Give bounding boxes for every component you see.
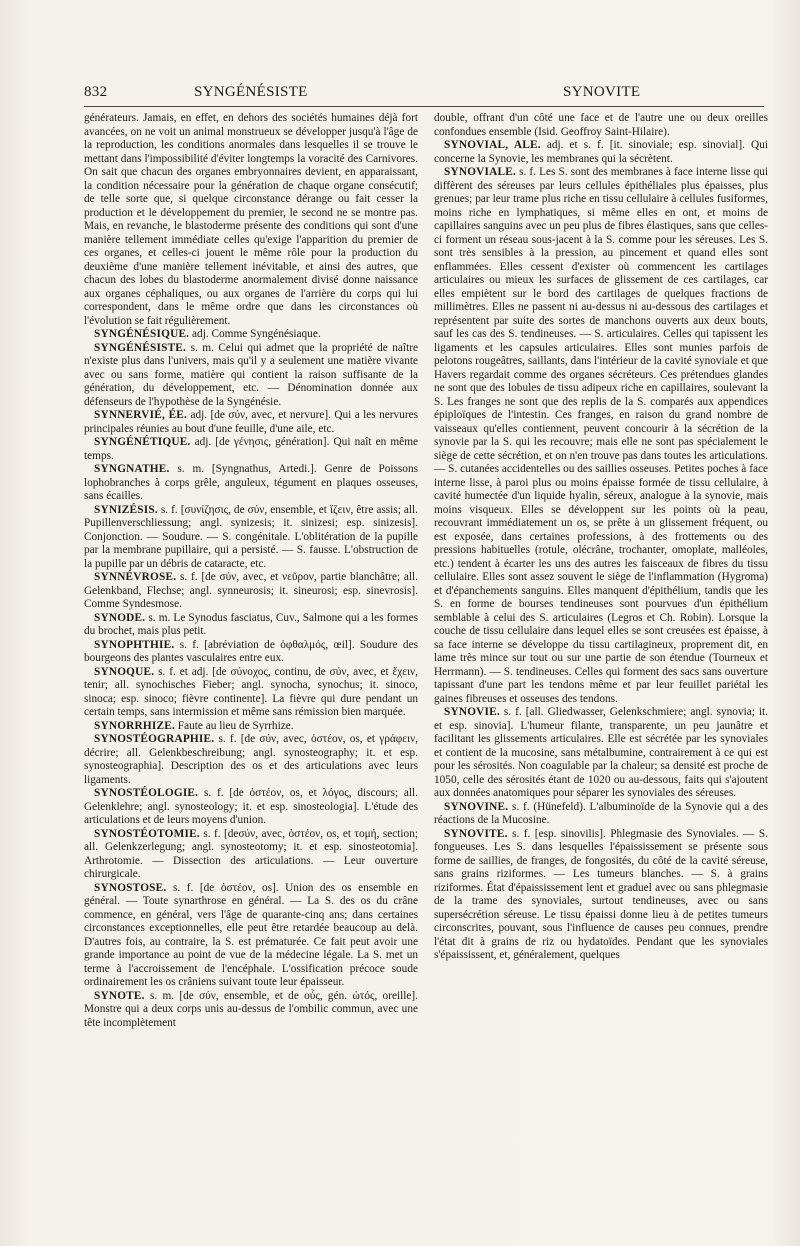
page-header <box>76 84 766 104</box>
dictionary-entry <box>84 409 418 436</box>
dictionary-entry <box>434 801 768 828</box>
page-number: 832 <box>84 84 108 100</box>
entry-text: s. f. [deσύν, avec, ὀστέον, os, et τομή, section; all. Gelenkzerlegung; angl. synosteotomy; it. et esp. sinosteotomia]. Arthrotomie. — Dissection des articulations. — Leur ouverture chirurgicale. <box>84 827 418 880</box>
entry-text: double, offrant d'un côté une face et de l'autre une ou deux oreilles confondues ensemble (Isid. Geoffroy Saint-Hilaire). <box>434 112 768 138</box>
entry-headword: SYNNÉVROSE. <box>94 571 177 583</box>
entry-text: s. f. [de ὀστέον, os]. Union des os ensemble en général. — Toute synarthrose en général. — La S. des os du crâne commence, en général, vers l'âge de quarante-cinq ans; dans certaines circonstances exceptionnelles, elle peut être retardée beaucoup au delà. D'autres fois, au contraire, la S. est prématurée. Ce fait peut avoir une grande importance au point de vue de la médecine légale. La S. met un terme à l'accroissement de l'encéphale. L'ossification précoce soude ordinairement les os crâniens suivant toute leur épaisseur. <box>84 881 418 988</box>
entry-headword: SYNOTE. <box>94 989 145 1002</box>
entry-text: s. f. [de σύν, avec, ὀστέον, os, et γράφειν, décrire; all. Gelenkbeschreibung; angl. synosteography; it. et esp. synosteographia]. Description des os et des articulations avec leurs ligaments. <box>84 733 418 786</box>
dictionary-entry <box>84 639 418 666</box>
entry-text: Faute au lieu de Syrrhize. <box>174 719 294 732</box>
entry-headword: SYNORRHIZE. <box>94 719 175 732</box>
dictionary-entry <box>84 828 418 882</box>
entry-headword: SYNOSTOSE. <box>94 881 167 894</box>
dictionary-entry <box>434 166 768 706</box>
entry-headword: SYNOVIALE. <box>444 166 516 178</box>
entry-text: s. m. Le Synodus fasciatus, Cuv., Salmone qui a les formes du brochet, mais plus petit. <box>84 611 418 637</box>
dictionary-entry <box>84 463 418 504</box>
right-column <box>434 112 768 963</box>
left-running-head: SYNGÉNÉSISTE <box>194 84 308 100</box>
dictionary-entry <box>84 733 418 787</box>
entry-headword: SYNOVINE. <box>444 800 509 813</box>
entry-text: s. f. [de σύν, avec, et νεῦρον, partie blanchâtre; all. Gelenkband, Flechse; angl. synneurosis; it. sineurosi; esp. sinevrosis]. Comme Syndesmose. <box>84 571 418 610</box>
entry-headword: SYNOQUE. <box>94 665 155 678</box>
entry-headword: SYNOPHTHIE. <box>94 638 175 651</box>
entry-text: adj. Comme Syngénésiaque. <box>189 328 321 340</box>
entry-headword: SYNOVITE. <box>444 827 508 840</box>
entry-text: générateurs. Jamais, en effet, en dehors des sociétés humaines déjà fort avancées, on ne voit un animal monstrueux se développer jusqu'à l'âge de la reproduction, les conditions anormales dans lesquelles il se trouve le mettant dans l'impossibilité d'éviter longtemps la voracité des Carnivores. On sait que chacun des organes embryonnaires devient, en apparaissant, la condition nécessaire pour la génération de chaque organe consécutif; de telle sorte que, si quelque circonstance dérange ou fait cesser la production et le développement du premier, le second ne se montre pas. Mais, en revanche, le blastoderme présente des conditions qui sont d'une manière tellement immédiate celles qu'exige l'apparition du premier de ces organes, et celles-ci jouent le même rôle pour la production du deuxième d'une manière tellement inévitable, et ainsi des autres, que chacun des lobes du blastoderme anormalement divisé donne naissance aux organes céphaliques, ou aux organes de l'arrière du corps qui lui correspondent, dans le même ordre que dans les circonstances où l'évolution se fait régulièrement. <box>84 112 418 327</box>
dictionary-entry <box>84 787 418 828</box>
right-running-head: SYNOVITE <box>563 84 641 100</box>
entry-headword: SYNOVIE. <box>444 706 500 718</box>
dictionary-entry <box>84 328 418 342</box>
dictionary-entry <box>84 436 418 463</box>
entry-headword: SYNGNATHE. <box>94 463 170 475</box>
entry-headword: SYNODE. <box>94 611 146 624</box>
entry-text: adj. [de σύν, avec, et nervure]. Qui a les nervures principales réunies au bout d'une feuille, d'une aile, etc. <box>84 409 418 435</box>
dictionary-entry <box>84 504 418 572</box>
entry-text: s. f. [all. Gliedwasser, Gelenkschmiere; angl. synovia; it. et esp. sinovia]. L'humeur filante, transparente, un peu jaunâtre et facilitant les glissements articulaires. Elle est sécrétée par les synoviales et contient de la mucosine, sans métalbumine, contrairement à ce qui est pour les sérosités. Non coagulable par la chaleur; sa densité est proche de 1050, celle des sérosités étant de 1020 ou au-dessous, faits qui s'ajoutent aux données anatomiques pour séparer les synoviales des séreuses. <box>434 706 768 799</box>
entry-text: s. f. et adj. [de σύνοχος, continu, de σύν, avec, et ἔχειν, tenir; all. synochisches Fieber; angl. synocha, synochus; it. sinoco, sinoca; esp. sinoco; fièvre continente]. La fièvre qui dure pendant un certain temps, sans intermission et même sans rémission bien marquée. <box>84 665 418 718</box>
entry-text: s. m. [de σύν, ensemble, et de οὖς, gén. ὠτός, oreille]. Monstre qui a deux corps unis au-dessus de l'ombilic commun, avec une tête incomplètement <box>84 989 418 1029</box>
entry-headword: SYNOSTÉOGRAPHIE. <box>94 733 215 745</box>
entry-text: s. f. [abréviation de ὀφθαλμός, œil]. Soudure des bourgeons des plantes vasculaires entre eux. <box>84 638 418 664</box>
entry-text: s. f. [συνίζησις, de σύν, ensemble, et ἵζειν, être assis; all. Pupillenverschliessung; angl. synizesis; it. sinizesi; esp. sinizesis]. Conjonction. — Soudure. — S. congénitale. L'oblitération de la pupille par la membrane pupillaire, qui a persisté. — S. fausse. L'obstruction de la pupille par un débris de cataracte, etc. <box>84 503 418 570</box>
dictionary-entry <box>84 612 418 639</box>
entry-text: s. f. [esp. sinovilis]. Phlegmasie des Synoviales. — S. fongueuses. Les S. dans lesquelles l'épaississement se présente sous forme de saillies, de franges, de fongosités, du côté de la cavité séreuse, sans grains riziformes. — Les tumeurs blanches. — S. à grains riziformes. État d'épaississement lent et graduel avec ou sans phlegmasie de la trame des synoviales, surtout tendineuses, avec ou sans supersécrétion séreuse. Le tissu épaissi donne lieu à de petites tumeurs circonscrites, pouvant, sous l'influence de causes peu connues, prendre l'état dit à grains de riz ou hydatoïdes. Pendant que les synoviales s'épaississent, et, généralement, quelques <box>434 827 768 961</box>
entry-text: adj. et s. f. [it. sinoviale; esp. sinovial]. Qui concerne la Synovie, les membranes qui la sécrètent. <box>434 139 768 165</box>
entry-headword: SYNIZÉSIS. <box>94 503 158 516</box>
dictionary-entry <box>84 882 418 990</box>
dictionary-entry <box>84 666 418 720</box>
entry-headword: SYNGÉNÉSIQUE. <box>94 328 190 340</box>
left-column <box>84 112 418 1030</box>
entry-text: s. f. Les S. sont des membranes à face interne lisse qui diffèrent des séreuses par leurs cellules épithéliales plus épaisses, plus grenues; par leur trame plus riche en tissu cellulaire à cellules fusiformes, moins riche en lymphatiques, si même elles en ont, et moins de capillaires sanguins avec un peu plus de fibres élastiques, sans que celles-ci forment un réseau sous-jacent à la S. comme pour les séreuses. Les S. sont très sensibles à la pression, au pincement et quand elles sont enflammées. Elles cessent d'exister où commencent les cartilages articulaires ou mieux les surfaces de glissement de ces cartilages, car elles empiètent sur le bord des cartilages de quelques fractions de millimètres. Elles ne passent ni au-dessus ni au-dessous des cartilages et représentent par suite des sortes de manchons ouverts aux deux bouts, sauf les cas des S. tendineuses. — S. articulaires. Celles qui tapissent les ligaments et les capsules articulaires. Elles sont munies parfois de pelotons rougeâtres, saillants, dans l'intérieur de la cavité synoviale et que Havers regardait comme des organes sécréteurs. Ces prétendues glandes ne sont que des lobules de tissu adipeux riche en capillaires, soulevant la S. Les franges ne sont que des replis de la S. comparés aux appendices épiploïques de l'intestin. Ces franges, en raison du grand nombre de vaisseaux qu'elles contiennent, peuvent concourir à la sécrétion de la synovie par la S. qui les recouvre; mais elle ne sont pas spécialement le siège de cette sécrétion, et on n'en trouve pas dans toutes les articulations. — S. cutanées accidentelles ou des saillies osseuses. Petites poches à face interne lisse, à paroi plus ou moins épaisse formée de tissu cellulaire, à cavité humectée d'un liquide hyalin, séreux, analogue à la synovie, mais moins visqueux. Elles se développent sur les points où la peau, recouvrant immédiatement un os, se prête à un glissement fréquent, ou est exposée, dans certaines professions, à des frottements ou des pressions habituelles (rotule, olécrâne, trochanter, omoplate, malléoles, etc.) tendent à écarter les uns des autres les faisceaux de fibres du tissu cellulaire. Elles sont assez souvent le siège de l'inflammation (Hygroma) et d'épanchements sanguins. Elles manquent d'épithélium, tandis que les S. en forme de bourses tendineuses sont pourvues d'un épithélium semblable à celui des S. articulaires (Legros et Ch. Robin). Lorsque la couche de tissu cellulaire dans lequel elles se sont creusées est épaisse, à sa face interne se développe du tissu cartilagineux, proprement dit, en lame très mince sur tout ou sur une partie de son étendue (Tourneux et Herrmann). — S. tendineuses. Celles qui forment des sacs sans ouverture tapissant d'une part les tendons même et par leur feuillet pariétal les gaines fibreuses et osseuses des tendons. <box>434 166 768 705</box>
entry-headword: SYNOVIAL, ALE. <box>444 139 541 151</box>
entry-headword: SYNGÉNÉTIQUE. <box>94 436 191 448</box>
entry-text: adj. [de γένησις, génération]. Qui naît en même temps. <box>84 436 418 462</box>
dictionary-entry <box>84 112 418 328</box>
dictionary-entry <box>434 828 768 963</box>
entry-headword: SYNOSTÉOTOMIE. <box>94 827 200 840</box>
dictionary-entry <box>84 571 418 612</box>
dictionary-entry <box>84 990 418 1031</box>
entry-text: s. m. Celui qui admet que la propriété de naître n'existe plus dans l'univers, mais qu'il y a seulement une matière vivante avec ou sans forme, matière qui contient la raison suffisante de la génération, du développement, etc. — Dénomination donnée aux défenseurs de l'hypothèse de la Syngénésie. <box>84 341 418 408</box>
entry-headword: SYNNERVIÉ, ÉE. <box>94 409 188 421</box>
dictionary-entry <box>434 139 768 166</box>
dictionary-entry <box>84 342 418 410</box>
header-rule <box>84 106 764 107</box>
dictionary-entry <box>84 720 418 734</box>
dictionary-entry <box>434 112 768 139</box>
entry-text: s. f. (Hünefeld). L'albuminoïde de la Synovie qui a des réactions de la Mucosine. <box>434 800 768 826</box>
entry-headword: SYNOSTÉOLOGIE. <box>94 787 199 799</box>
dictionary-entry <box>434 706 768 801</box>
entry-text: s. f. [de ὀστέον, os, et λόγος, discours; all. Gelenklehre; angl. synosteology; it. et esp. sinosteologia]. L'étude des articulations et de leurs moyens d'union. <box>84 787 418 826</box>
entry-text: s. m. [Syngnathus, Artedi.]. Genre de Poissons lophobranches à corps grêle, anguleux, tégument en plaques osseuses, sans écailles. <box>84 463 418 502</box>
entry-headword: SYNGÉNÉSISTE. <box>94 341 187 354</box>
